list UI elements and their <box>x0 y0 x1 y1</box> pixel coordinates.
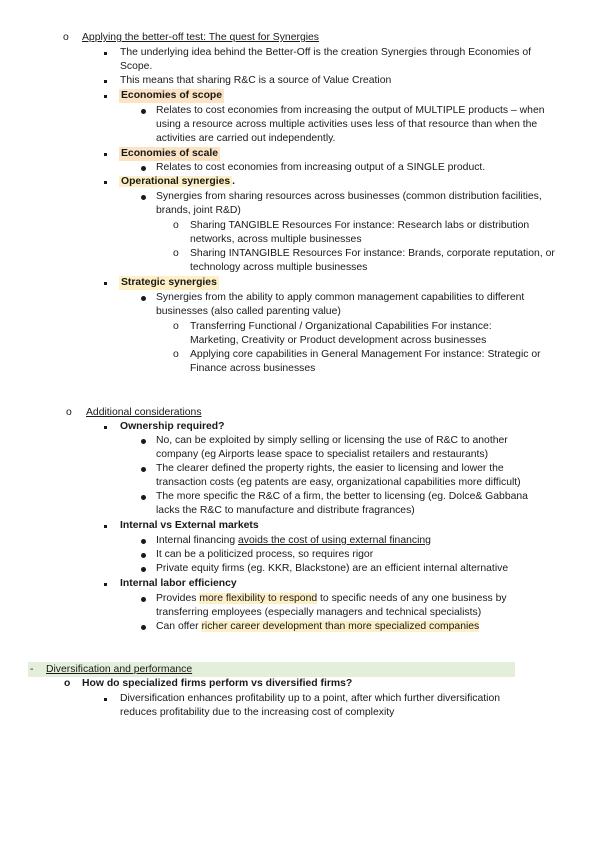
operational-synergies-title <box>119 175 235 189</box>
core-capabilities-line1: Applying core capabilities in General Management For instance: Strategic or <box>190 349 541 360</box>
operational-desc-line2: brands, joint R&D) <box>156 205 241 216</box>
labor-b2 <box>156 620 479 634</box>
value-creation-line: This means that sharing R&C is a source of Value Creation <box>120 75 392 86</box>
section2-marker: o <box>66 407 72 418</box>
bullet-dot-icon <box>141 195 146 200</box>
bullet-square-icon <box>104 181 107 184</box>
tangible-resources-line2: networks, across multiple businesses <box>190 234 362 245</box>
bullet-square-icon <box>104 95 107 98</box>
bullet-square-icon <box>104 80 107 83</box>
bullet-dot-icon <box>141 495 146 500</box>
bullet-square-icon <box>104 282 107 285</box>
ownership-b2-line1: The clearer defined the property rights, the easier to licensing and lower the <box>156 463 504 474</box>
labor-b1-prefix: Provides <box>156 593 200 604</box>
bullet-dot-icon <box>141 166 146 171</box>
bullet-dot-icon <box>141 597 146 602</box>
scope-desc-line1: Relates to cost economies from increasing the output of MULTIPLE products – when <box>156 105 545 116</box>
bullet-square-icon <box>104 525 107 528</box>
bullet-dot-icon <box>141 467 146 472</box>
markets-b3: Private equity firms (eg. KKR, Blackstone) are an efficient internal alternative <box>156 563 509 574</box>
bullet-square-icon <box>104 52 107 55</box>
functional-capabilities-line2: Marketing, Creativity or Product development across businesses <box>190 335 487 346</box>
ownership-b2-line2: transaction costs (eg patents are easy, organizational capabilities more difficult) <box>156 477 521 488</box>
diversification-answer-line1: Diversification enhances profitability up to a point, after which further diversification <box>120 693 501 704</box>
operational-synergies-label: Operational synergies <box>121 176 231 187</box>
sub-bullet-o-marker: o <box>173 321 179 332</box>
labor-b1-line2: transferring employees (especially managers and technical specialists) <box>156 607 482 618</box>
scope-desc-line3: activities are carried out independently. <box>156 133 336 144</box>
markets-b2: It can be a politicized process, so requires rigor <box>156 549 374 560</box>
markets-b1 <box>156 534 431 548</box>
bullet-dot-icon <box>141 296 146 301</box>
synergy-idea-line1: The underlying idea behind the Better-Off is the creation Synergies through Economies of <box>120 47 532 58</box>
bullet-dot-icon <box>141 109 146 114</box>
section1-marker: o <box>63 32 69 43</box>
labor-b2-prefix: Can offer <box>156 621 202 632</box>
diversification-answer-line2: reduces profitability due to the increasing cost of complexity <box>120 707 395 718</box>
core-capabilities-line2: Finance across businesses <box>190 363 316 374</box>
strategic-synergies-title: Strategic synergies <box>121 277 217 288</box>
markets-b1-underlined: avoids the cost of using external financing <box>238 535 431 546</box>
labor-b2-highlight: richer career development than more specialized companies <box>201 621 480 632</box>
economies-of-scale-title: Economies of scale <box>121 148 219 159</box>
bullet-dot-icon <box>141 539 146 544</box>
scale-desc-line1: Relates to cost economies from increasing output of a SINGLE product. <box>156 162 486 173</box>
strategic-desc-line2: businesses (also called parenting value) <box>156 306 341 317</box>
internal-external-markets-title: Internal vs External markets <box>120 520 259 531</box>
labor-b1-highlight: more flexibility to respond <box>199 593 318 604</box>
markets-b1-prefix: Internal financing <box>156 535 239 546</box>
bullet-dot-icon <box>141 439 146 444</box>
sub-bullet-o-marker: o <box>173 349 179 360</box>
section2-heading: Additional considerations <box>86 407 202 418</box>
section3-heading: Diversification and performance <box>46 664 193 675</box>
synergy-idea-line2: Scope. <box>120 61 153 72</box>
bullet-dot-icon <box>141 553 146 558</box>
functional-capabilities-line1: Transferring Functional / Organizational Capabilities For instance: <box>190 321 492 332</box>
operational-desc-line1: Synergies from sharing resources across businesses (common distribution facilities, <box>156 191 542 202</box>
bullet-square-icon <box>104 426 107 429</box>
ownership-required-title: Ownership required? <box>120 421 225 432</box>
sub-bullet-o-marker: o <box>173 248 179 259</box>
section3-question: How do specialized firms perform vs diversified firms? <box>82 678 353 689</box>
ownership-b3-line1: The more specific the R&C of a firm, the better to licensing (eg. Dolce& Gabbana <box>156 491 528 502</box>
section1-heading: Applying the better-off test: The quest for Synergies <box>82 32 320 43</box>
section3-question-marker: o <box>64 678 71 689</box>
ownership-b3-line2: lacks the R&C to manufacture and distribute fragrances) <box>156 505 415 516</box>
operational-synergies-suffix: . <box>232 176 236 187</box>
bullet-dot-icon <box>141 625 146 630</box>
sub-bullet-o-marker: o <box>173 220 179 231</box>
bullet-square-icon <box>104 583 107 586</box>
section3-marker: - <box>30 664 34 675</box>
intangible-resources-line1: Sharing INTANGIBLE Resources For instance: Brands, corporate reputation, or <box>190 248 555 259</box>
intangible-resources-line2: technology across multiple businesses <box>190 262 368 273</box>
scope-desc-line2: using a resource across multiple activities uses less of that resource than when the <box>156 119 538 130</box>
tangible-resources-line1: Sharing TANGIBLE Resources For instance: Research labs or distribution <box>190 220 530 231</box>
strategic-desc-line1: Synergies from the ability to apply common management capabilities to different <box>156 292 525 303</box>
labor-b1-line1 <box>156 592 507 606</box>
bullet-square-icon <box>104 153 107 156</box>
internal-labor-efficiency-title: Internal labor efficiency <box>120 578 237 589</box>
bullet-square-icon <box>104 698 107 701</box>
labor-b1-suffix: to specific needs of any one business by <box>317 593 507 604</box>
economies-of-scope-title: Economies of scope <box>121 90 223 101</box>
ownership-b1-line2: company (eg Airports lease space to specialist retailers and restaurants) <box>156 449 489 460</box>
bullet-dot-icon <box>141 567 146 572</box>
ownership-b1-line1: No, can be exploited by simply selling or licensing the use of R&C to another <box>156 435 508 446</box>
